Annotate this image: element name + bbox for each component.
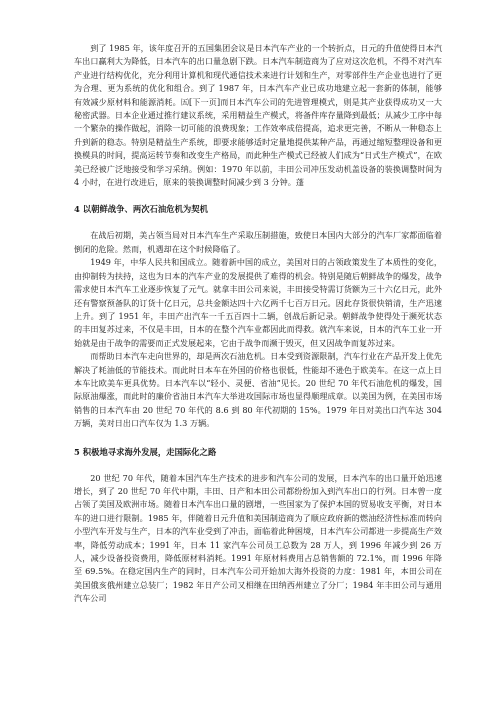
paragraph-postwar-suppression: 在战后初期，美占领当局对日本汽车生产采取压制措施，致使日本国内大部分的汽车厂家都面临着倒闭的危险。然而，机遇却在这个时候降临了。 [74, 230, 442, 254]
paragraph-korean-war: 1949 年，中华人民共和国成立。随着新中国的成立，美国对日的占领政策发生了本质性的变化，由抑制转为扶持，这也为日本的汽车产业的发展提供了难得的机会。特别是随后朝鲜战争的爆发，战争需求使日本汽车工业逐步恢复了元气。就拿丰田公司来说，丰田接受特需订货额为三十六亿日元，此外还有警察预备队的订货十亿日元，总共金额达四十六亿两千七百万日元。因此存货很快销清，生产迅速上升。到了 1951 年，丰田产出汽车一千五百四十二辆，创战后新记录。朝鲜战争使得处于濒死状态的丰田复苏过来，不仅是丰田，日本的在整个汽车业都因此而得救。就汽车来说，日本的汽车工业一开始就是由于战争的需要而正式发展起来，它由于战争而濒于毁灭，但又因战争而复苏过来。 [74, 257, 442, 348]
paragraph-1985-turning-point: 到了 1985 年，该年度召开的五国集团会议是日本汽车产业的一个转折点，日元的升值使得日本汽车出口赢利大为降低，日本汽车的出口量急剧下跌。日本汽车制造商为了应对这次危机，不得不对汽车产业进行结构优化，充分利用计算机和现代通信技术来进行计划和生产，对零部件生产企业也进行了更为合理、更为系统的优化和组合。到了 1987 年，日本汽车产业已成功地建立起一套新的体制，能够有效减少原材料和能源消耗。㈤[下一页]而日本汽车公司的先进管理模式，则是其产业获得成功又一大秘密武器。日本企业通过推行建议系统，采用精益生产模式，将备件库存量降到最低；从减少工序中每一个繁杂的操作做起，消除一切可能的浪费现象；工作效率成倍提高，追求更完善，不断从一种稳态上升到新的稳态。特别是精益生产系统，即要求能够适时定量地提供某种产品，再通过缩短整理设备和更换模具的时间，提高运转节奏和改变生产格局，而此种生产模式已经被人们成为“日式生产模式”，在欧美已经被广泛地接受和学习采纳。例如：1970 年以前，丰田公司冲压发动机盖设备的装换调整时间为 4 小时，在进行改进后，原来的装换调整时间减少到 3 分钟。蓬 [74, 43, 442, 188]
paragraph-overseas-expansion: 20 世纪 70 年代，随着本国汽车生产技术的进步和汽车公司的发展，日本汽车的出口量开始迅速增长，到了 20 世纪 70 年代中期，丰田、日产和本田公司都纷纷加入到汽车出口的行列。日本曾一度占领了美国及欧洲市场。随着日本汽车出口量的剧增，一些国家为了保护本国的贸易收支平衡，对日本车的进口进行限制。1985 年，伴随着日元升值和美国制造商为了顺应政府新的燃油经济性标准而转向小型汽车开发与生产，日本的汽车业受到了冲击，面临着此种困境，日本汽车公司都进一步提高生产效率，降低劳动成本；1991 年，日本 11 家汽车公司员工总数为 28 万人，到 1996 年减少到 26 万人，减少设备投资费用，降低原材料消耗。1991 年原材料费用占总销售额的 72.1%，而 1996 年降至 69.5%。在稳定国内生产的同时，日本汽车公司开始加大海外投资的力度：1981 年，本田公司在美国俄亥俄州建立总装厂；1982 年日产公司又相继在田纳西州建立了分厂；1984 年丰田公司与通用汽车公司 [74, 472, 442, 604]
section-heading-5: 5 积极地寻求海外发展，走国际化之路 [74, 446, 217, 457]
section-heading-4: 4 以朝鲜战争、两次石油危机为契机 [74, 204, 208, 215]
paragraph-oil-crisis: 而帮助日本汽车走向世界的，却是两次石油危机。日本受到资源限制，汽车行业在产品开发上优先解决了耗油低的节能技术。而此时日本车在外国的价格也很低，性能却不逊色于欧美车。在这一点上日本车比欧美车更具优势。日本汽车以“轻小、灵便、省油”见长。20 世纪 70 年代石油危机的爆发，国际原油爆涨，而此时的廉价省油日本汽车大举进攻国际市场也显得顺理成章。以美国为例，在美国市场销售的日本汽车由 20 世纪 70 年代的 8.6 到 80 年代初期的 15%。1979 年日对美出口汽车达 304 万辆，美对日出口汽车仅为 1.3 万辆。 [74, 351, 442, 429]
